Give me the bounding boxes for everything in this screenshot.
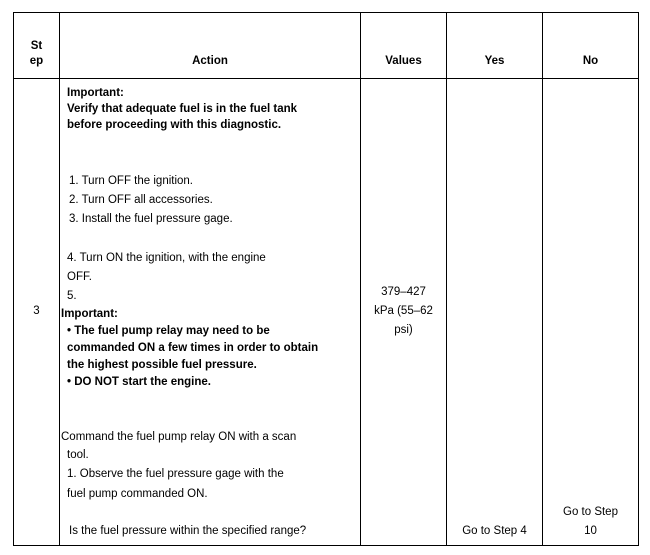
list-item: 1. Turn OFF the ignition. (69, 175, 194, 187)
no-go-to-step-a: Go to Step (563, 506, 618, 518)
observe-text-b: fuel pump commanded ON. (67, 488, 208, 500)
table-border-bottom (13, 545, 638, 546)
important-title-2: Important: (61, 308, 118, 320)
column-divider-action (360, 12, 361, 546)
list-item: 2. Turn OFF all accessories. (69, 194, 213, 206)
bullet-1b: commanded ON a few times in order to obtain (67, 342, 319, 354)
table-border-left (13, 12, 14, 546)
header-no: No (582, 55, 599, 67)
no-go-to-step-b: 10 (584, 525, 597, 537)
list-item: 3. Install the fuel pressure gage. (69, 213, 233, 225)
values-line1: 379–427 (381, 286, 426, 298)
header-values: Values (385, 55, 422, 67)
important-title-1: Important: (67, 87, 124, 99)
yes-go-to-step: Go to Step 4 (462, 525, 527, 537)
bullet-1c: the highest possible fuel pressure. (67, 359, 257, 371)
header-action: Action (192, 55, 228, 67)
observe-text-a: 1. Observe the fuel pressure gage with the (67, 468, 284, 480)
table-border-right (638, 12, 639, 546)
command-text-a: Command the fuel pump relay ON with a scan (61, 431, 297, 443)
header-divider (13, 78, 638, 79)
question-text: Is the fuel pressure within the specified range? (69, 525, 307, 537)
column-divider-step (59, 12, 60, 546)
important-text-1a: Verify that adequate fuel is in the fuel tank (67, 103, 298, 115)
header-yes: Yes (484, 55, 505, 67)
step-number: 3 (33, 305, 40, 317)
header-step-line2: ep (29, 55, 44, 67)
list-item-5: 5. (67, 290, 77, 302)
column-divider-values (446, 12, 447, 546)
bullet-2: • DO NOT start the engine. (67, 376, 211, 388)
list-item-4b: OFF. (67, 271, 92, 283)
header-step-line1: St (30, 40, 43, 52)
command-text-b: tool. (67, 449, 89, 461)
values-line3: psi) (394, 324, 413, 336)
important-text-1b: before proceeding with this diagnostic. (67, 119, 282, 131)
column-divider-yes (542, 12, 543, 546)
table-border-top (13, 12, 638, 13)
list-item-4a: 4. Turn ON the ignition, with the engine (67, 252, 266, 264)
values-line2: kPa (55–62 (374, 305, 433, 317)
bullet-1a: • The fuel pump relay may need to be (67, 325, 270, 337)
